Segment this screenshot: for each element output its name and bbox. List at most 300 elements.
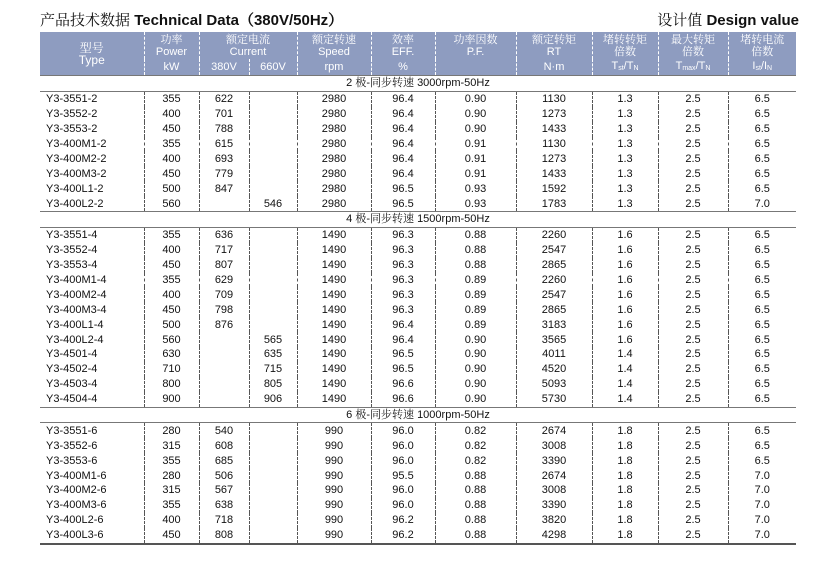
cell-speed: 2980 bbox=[297, 91, 371, 106]
cell-speed: 990 bbox=[297, 498, 371, 513]
cell-speed: 1490 bbox=[297, 243, 371, 258]
page-title bbox=[40, 9, 343, 30]
cell-eff: 96.4 bbox=[371, 137, 435, 152]
cell-rt: 4011 bbox=[516, 347, 592, 362]
cell-rt: 1783 bbox=[516, 196, 592, 211]
group-header-row bbox=[40, 212, 796, 228]
cell-ist: 7.0 bbox=[754, 514, 770, 527]
cell-current-380 bbox=[199, 347, 249, 362]
cell-speed: 1490 bbox=[297, 258, 371, 273]
cell-current-380: 540 bbox=[199, 423, 249, 438]
cell-power: 355 bbox=[144, 273, 199, 288]
cell-current-660 bbox=[249, 287, 297, 302]
cell-speed: 990 bbox=[297, 483, 371, 498]
cell-eff: 96.4 bbox=[371, 317, 435, 332]
cell-tmax: 2.5 bbox=[658, 273, 728, 288]
cell-current-660 bbox=[249, 258, 297, 273]
cell-model: Y3-400L2-4 bbox=[40, 332, 144, 347]
cell-eff: 96.4 bbox=[371, 91, 435, 106]
table-row bbox=[40, 483, 796, 498]
cell-speed: 2980 bbox=[297, 166, 371, 181]
cell-pf: 0.91 bbox=[435, 137, 516, 152]
cell-current-660 bbox=[249, 468, 297, 483]
cell-pf: 0.91 bbox=[435, 166, 516, 181]
cell-rt: 3390 bbox=[516, 498, 592, 513]
cell-model: Y3-4503-4 bbox=[40, 377, 144, 392]
cell-rt: 1130 bbox=[516, 137, 592, 152]
cell-power: 280 bbox=[144, 423, 199, 438]
table-row bbox=[40, 137, 796, 152]
design-value-label bbox=[657, 9, 799, 30]
cell-power: 355 bbox=[144, 453, 199, 468]
cell-model: Y3-400M1-6 bbox=[40, 468, 144, 483]
cell-current-660 bbox=[249, 243, 297, 258]
cell-rt: 1433 bbox=[516, 122, 592, 137]
cell-rt: 4298 bbox=[516, 528, 592, 544]
cell-current-380: 807 bbox=[199, 258, 249, 273]
cell-ist: 7.0 bbox=[754, 469, 770, 482]
cell-power: 400 bbox=[144, 107, 199, 122]
cell-current-380: 693 bbox=[199, 151, 249, 166]
unit-pf bbox=[435, 59, 516, 76]
cell-eff: 96.3 bbox=[371, 302, 435, 317]
cell-rt: 3820 bbox=[516, 513, 592, 528]
cell-rt: 1273 bbox=[516, 151, 592, 166]
cell-tmax: 2.5 bbox=[658, 91, 728, 106]
cell-current-660 bbox=[249, 453, 297, 468]
cell-model: Y3-3552-4 bbox=[40, 243, 144, 258]
cell-model: Y3-400M2-6 bbox=[40, 483, 144, 498]
cell-rt: 2260 bbox=[516, 273, 592, 288]
cell-speed: 990 bbox=[297, 513, 371, 528]
cell-power: 355 bbox=[144, 91, 199, 106]
cell-ist: 6.5 bbox=[754, 108, 770, 121]
cell-power: 400 bbox=[144, 151, 199, 166]
unit-tst: $T_{st}/T_N$ bbox=[592, 59, 658, 76]
unit-tmax: $T_{max}/T_N$ bbox=[658, 59, 728, 76]
cell-speed: 2980 bbox=[297, 196, 371, 211]
unit-current-660: 660V bbox=[249, 59, 297, 76]
unit-rt: N·m bbox=[516, 59, 592, 76]
cell-tst: 1.4 bbox=[592, 392, 658, 407]
cell-ist: 6.5 bbox=[754, 454, 770, 467]
cell-eff: 96.5 bbox=[371, 181, 435, 196]
cell-tst: 1.8 bbox=[592, 453, 658, 468]
cell-tst: 1.8 bbox=[592, 513, 658, 528]
unit-power: kW bbox=[144, 59, 199, 76]
cell-model: Y3-400L2-6 bbox=[40, 513, 144, 528]
cell-ist: 6.5 bbox=[754, 138, 770, 150]
cell-eff: 96.3 bbox=[371, 258, 435, 273]
col-tst-header: 堵转转矩 倍数 bbox=[592, 32, 658, 59]
cell-tst: 1.4 bbox=[592, 377, 658, 392]
cell-rt: 2260 bbox=[516, 227, 592, 242]
cell-current-660 bbox=[249, 438, 297, 453]
cell-eff: 96.3 bbox=[371, 243, 435, 258]
cell-ist: 6.5 bbox=[754, 378, 770, 391]
cell-model: Y3-400M1-2 bbox=[40, 137, 144, 152]
table-row bbox=[40, 91, 796, 106]
cell-ist: 6.5 bbox=[754, 288, 770, 301]
cell-rt: 4520 bbox=[516, 362, 592, 377]
table-row bbox=[40, 528, 796, 544]
title-en: Technical Data bbox=[134, 12, 239, 29]
cell-pf: 0.90 bbox=[435, 377, 516, 392]
technical-data-table bbox=[40, 32, 796, 545]
cell-current-380: 779 bbox=[199, 166, 249, 181]
cell-tmax: 2.5 bbox=[658, 137, 728, 152]
cell-eff: 96.5 bbox=[371, 362, 435, 377]
cell-current-380: 615 bbox=[199, 137, 249, 152]
cell-power: 355 bbox=[144, 227, 199, 242]
cell-current-380 bbox=[199, 392, 249, 407]
cell-tst: 1.3 bbox=[592, 196, 658, 211]
cell-current-380: 638 bbox=[199, 498, 249, 513]
cell-ist: 6.5 bbox=[754, 348, 770, 361]
cell-current-660 bbox=[249, 302, 297, 317]
cell-eff: 96.4 bbox=[371, 107, 435, 122]
table-row bbox=[40, 166, 796, 181]
table-row bbox=[40, 423, 796, 438]
cell-power: 400 bbox=[144, 243, 199, 258]
cell-current-380 bbox=[199, 377, 249, 392]
cell-ist: 6.5 bbox=[754, 93, 770, 106]
cell-eff: 96.4 bbox=[371, 151, 435, 166]
cell-current-380: 685 bbox=[199, 453, 249, 468]
table-row bbox=[40, 227, 796, 242]
cell-current-380: 629 bbox=[199, 273, 249, 288]
table-row bbox=[40, 332, 796, 347]
cell-rt: 2865 bbox=[516, 258, 592, 273]
cell-model: Y3-400M3-6 bbox=[40, 498, 144, 513]
cell-pf: 0.91 bbox=[435, 151, 516, 166]
cell-power: 450 bbox=[144, 528, 199, 544]
cell-pf: 0.88 bbox=[435, 498, 516, 513]
cell-tmax: 2.5 bbox=[658, 438, 728, 453]
cell-pf: 0.88 bbox=[435, 243, 516, 258]
cell-model: Y3-400M3-4 bbox=[40, 302, 144, 317]
cell-pf: 0.89 bbox=[435, 302, 516, 317]
cell-power: 450 bbox=[144, 122, 199, 137]
cell-current-380: 718 bbox=[199, 513, 249, 528]
cell-current-380: 608 bbox=[199, 438, 249, 453]
cell-eff: 96.4 bbox=[371, 166, 435, 181]
cell-ist: 6.5 bbox=[754, 152, 770, 165]
cell-rt: 2674 bbox=[516, 468, 592, 483]
cell-model: Y3-400M1-4 bbox=[40, 273, 144, 288]
cell-model: Y3-3552-2 bbox=[40, 107, 144, 122]
cell-current-660 bbox=[249, 273, 297, 288]
cell-rt: 3390 bbox=[516, 453, 592, 468]
cell-tmax: 2.5 bbox=[658, 332, 728, 347]
table-row bbox=[40, 453, 796, 468]
cell-current-660: 805 bbox=[249, 377, 297, 392]
cell-rt: 1592 bbox=[516, 181, 592, 196]
table-row bbox=[40, 347, 796, 362]
cell-eff: 96.3 bbox=[371, 287, 435, 302]
cell-speed: 990 bbox=[297, 438, 371, 453]
unit-ist: $I_{st}/I_N$ bbox=[728, 59, 796, 76]
cell-speed: 1490 bbox=[297, 287, 371, 302]
cell-model: Y3-400L3-6 bbox=[40, 528, 144, 544]
cell-tst: 1.3 bbox=[592, 166, 658, 181]
cell-current-380: 788 bbox=[199, 122, 249, 137]
cell-rt: 2865 bbox=[516, 302, 592, 317]
cell-power: 630 bbox=[144, 347, 199, 362]
cell-tst: 1.4 bbox=[592, 362, 658, 377]
cell-current-380: 709 bbox=[199, 287, 249, 302]
cell-ist: 6.5 bbox=[754, 229, 770, 242]
cell-eff: 96.5 bbox=[371, 347, 435, 362]
cell-eff: 96.4 bbox=[371, 122, 435, 137]
cell-current-660 bbox=[249, 181, 297, 196]
cell-eff: 96.0 bbox=[371, 498, 435, 513]
cell-power: 400 bbox=[144, 287, 199, 302]
unit-current-380: 380V bbox=[199, 59, 249, 76]
cell-tmax: 2.5 bbox=[658, 347, 728, 362]
cell-pf: 0.93 bbox=[435, 196, 516, 211]
cell-tmax: 2.5 bbox=[658, 166, 728, 181]
cell-pf: 0.90 bbox=[435, 362, 516, 377]
cell-tst: 1.8 bbox=[592, 498, 658, 513]
cell-eff: 96.0 bbox=[371, 453, 435, 468]
cell-ist: 6.5 bbox=[754, 333, 770, 346]
cell-current-380: 808 bbox=[199, 528, 249, 544]
group-label: 2 极-同步转速 3000rpm-50Hz bbox=[40, 76, 796, 92]
cell-speed: 1490 bbox=[297, 362, 371, 377]
unit-eff: % bbox=[371, 59, 435, 76]
cell-ist: 7.0 bbox=[754, 197, 770, 210]
cell-pf: 0.93 bbox=[435, 181, 516, 196]
table-row bbox=[40, 392, 796, 407]
cell-tst: 1.3 bbox=[592, 181, 658, 196]
cell-power: 500 bbox=[144, 181, 199, 196]
group-header-row bbox=[40, 76, 796, 92]
cell-pf: 0.90 bbox=[435, 332, 516, 347]
cell-eff: 96.3 bbox=[371, 273, 435, 288]
cell-pf: 0.82 bbox=[435, 453, 516, 468]
cell-power: 800 bbox=[144, 377, 199, 392]
cell-pf: 0.88 bbox=[435, 513, 516, 528]
cell-speed: 990 bbox=[297, 453, 371, 468]
cell-tmax: 2.5 bbox=[658, 258, 728, 273]
cell-speed: 2980 bbox=[297, 137, 371, 152]
cell-model: Y3-400L2-2 bbox=[40, 196, 144, 211]
cell-ist: 7.0 bbox=[754, 484, 770, 497]
cell-tmax: 2.5 bbox=[658, 227, 728, 242]
cell-current-660 bbox=[249, 91, 297, 106]
cell-rt: 1433 bbox=[516, 166, 592, 181]
col-power-header: 功率 Power bbox=[144, 32, 199, 59]
cell-tmax: 2.5 bbox=[658, 392, 728, 407]
group-label: 6 极-同步转速 1000rpm-50Hz bbox=[40, 407, 796, 423]
cell-power: 315 bbox=[144, 438, 199, 453]
cell-tst: 1.6 bbox=[592, 258, 658, 273]
cell-power: 400 bbox=[144, 513, 199, 528]
table-row bbox=[40, 377, 796, 392]
cell-current-660: 906 bbox=[249, 392, 297, 407]
cell-tmax: 2.5 bbox=[658, 317, 728, 332]
cell-current-380: 701 bbox=[199, 107, 249, 122]
table-row bbox=[40, 258, 796, 273]
cell-current-660 bbox=[249, 513, 297, 528]
table-row bbox=[40, 273, 796, 288]
cell-tmax: 2.5 bbox=[658, 483, 728, 498]
cell-speed: 990 bbox=[297, 423, 371, 438]
cell-current-660 bbox=[249, 227, 297, 242]
cell-power: 450 bbox=[144, 258, 199, 273]
cell-speed: 2980 bbox=[297, 151, 371, 166]
cell-power: 450 bbox=[144, 166, 199, 181]
cell-power: 355 bbox=[144, 137, 199, 152]
cell-ist: 6.5 bbox=[754, 244, 770, 257]
cell-ist: 6.5 bbox=[754, 393, 770, 406]
cell-rt: 1273 bbox=[516, 107, 592, 122]
cell-model: Y3-3551-2 bbox=[40, 91, 144, 106]
cell-current-660 bbox=[249, 423, 297, 438]
cell-current-380: 506 bbox=[199, 468, 249, 483]
cell-tmax: 2.5 bbox=[658, 243, 728, 258]
cell-pf: 0.90 bbox=[435, 392, 516, 407]
cell-pf: 0.82 bbox=[435, 438, 516, 453]
cell-model: Y3-3552-6 bbox=[40, 438, 144, 453]
cell-eff: 96.5 bbox=[371, 196, 435, 211]
cell-ist: 6.5 bbox=[754, 182, 770, 195]
title-condition: （380V/50Hz） bbox=[238, 12, 344, 29]
cell-pf: 0.90 bbox=[435, 347, 516, 362]
cell-ist: 6.5 bbox=[754, 303, 770, 316]
cell-tst: 1.3 bbox=[592, 151, 658, 166]
cell-current-660 bbox=[249, 528, 297, 544]
col-eff-header: 效率 EFF. bbox=[371, 32, 435, 59]
cell-current-660 bbox=[249, 317, 297, 332]
table-row bbox=[40, 122, 796, 137]
cell-model: Y3-400L1-2 bbox=[40, 181, 144, 196]
cell-model: Y3-400L1-4 bbox=[40, 317, 144, 332]
cell-speed: 2980 bbox=[297, 181, 371, 196]
cell-eff: 96.0 bbox=[371, 438, 435, 453]
cell-speed: 1490 bbox=[297, 377, 371, 392]
group-header-row bbox=[40, 407, 796, 423]
col-speed-header: 额定转速 Speed bbox=[297, 32, 371, 59]
cell-model: Y3-3553-2 bbox=[40, 122, 144, 137]
cell-tmax: 2.5 bbox=[658, 302, 728, 317]
cell-speed: 1490 bbox=[297, 332, 371, 347]
cell-model: Y3-400M2-2 bbox=[40, 151, 144, 166]
cell-rt: 1130 bbox=[516, 91, 592, 106]
cell-eff: 96.6 bbox=[371, 392, 435, 407]
cell-power: 560 bbox=[144, 196, 199, 211]
cell-tmax: 2.5 bbox=[658, 377, 728, 392]
cell-tst: 1.6 bbox=[592, 227, 658, 242]
cell-tmax: 2.5 bbox=[658, 362, 728, 377]
cell-speed: 1490 bbox=[297, 302, 371, 317]
col-type-header: 型号 Type bbox=[40, 32, 144, 76]
cell-tst: 1.6 bbox=[592, 302, 658, 317]
cell-current-660 bbox=[249, 498, 297, 513]
col-pf-header: 功率因数 P.F. bbox=[435, 32, 516, 59]
cell-current-380 bbox=[199, 332, 249, 347]
cell-tst: 1.3 bbox=[592, 107, 658, 122]
cell-current-660 bbox=[249, 137, 297, 152]
cell-current-380: 636 bbox=[199, 227, 249, 242]
cell-model: Y3-4504-4 bbox=[40, 392, 144, 407]
table-row bbox=[40, 181, 796, 196]
cell-speed: 990 bbox=[297, 528, 371, 544]
cell-current-380 bbox=[199, 362, 249, 377]
cell-ist: 6.5 bbox=[754, 259, 770, 272]
table-body bbox=[40, 76, 796, 544]
cell-tst: 1.8 bbox=[592, 483, 658, 498]
cell-speed: 1490 bbox=[297, 273, 371, 288]
cell-eff: 96.0 bbox=[371, 483, 435, 498]
cell-ist: 7.0 bbox=[728, 528, 796, 544]
cell-tst: 1.6 bbox=[592, 243, 658, 258]
table-row bbox=[40, 468, 796, 483]
col-rt-header: 额定转矩 RT bbox=[516, 32, 592, 59]
cell-eff: 96.0 bbox=[371, 423, 435, 438]
cell-rt: 2674 bbox=[516, 423, 592, 438]
design-value-cn: 设计值 bbox=[657, 12, 703, 29]
cell-tmax: 2.5 bbox=[658, 181, 728, 196]
cell-ist: 7.0 bbox=[754, 499, 770, 512]
cell-power: 280 bbox=[144, 468, 199, 483]
unit-speed: rpm bbox=[297, 59, 371, 76]
cell-tmax: 2.5 bbox=[658, 498, 728, 513]
cell-current-380 bbox=[199, 196, 249, 211]
cell-tmax: 2.5 bbox=[658, 196, 728, 211]
cell-tst: 1.8 bbox=[592, 438, 658, 453]
cell-model: Y3-400M3-2 bbox=[40, 166, 144, 181]
cell-eff: 96.2 bbox=[371, 528, 435, 544]
cell-pf: 0.82 bbox=[435, 423, 516, 438]
cell-power: 710 bbox=[144, 362, 199, 377]
cell-model: Y3-4502-4 bbox=[40, 362, 144, 377]
cell-current-380: 622 bbox=[199, 91, 249, 106]
cell-tst: 1.6 bbox=[592, 273, 658, 288]
cell-speed: 2980 bbox=[297, 122, 371, 137]
cell-tst: 1.3 bbox=[592, 137, 658, 152]
cell-ist: 6.5 bbox=[754, 439, 770, 452]
table-row bbox=[40, 362, 796, 377]
col-tmax-header: 最大转矩 倍数 bbox=[658, 32, 728, 59]
cell-current-380: 847 bbox=[199, 181, 249, 196]
cell-current-660 bbox=[249, 122, 297, 137]
cell-pf: 0.88 bbox=[435, 528, 516, 544]
cell-tst: 1.6 bbox=[592, 332, 658, 347]
cell-power: 355 bbox=[144, 498, 199, 513]
cell-current-660: 635 bbox=[249, 347, 297, 362]
cell-rt: 2547 bbox=[516, 287, 592, 302]
col-current-header: 额定电流 Current bbox=[199, 32, 297, 59]
cell-pf: 0.88 bbox=[435, 483, 516, 498]
design-value-en: Design value bbox=[706, 12, 799, 29]
table-row bbox=[40, 438, 796, 453]
cell-power: 450 bbox=[144, 302, 199, 317]
cell-rt: 3008 bbox=[516, 483, 592, 498]
cell-tmax: 2.5 bbox=[658, 107, 728, 122]
cell-tst: 1.6 bbox=[592, 317, 658, 332]
table-row bbox=[40, 196, 796, 211]
header-row-units bbox=[40, 59, 796, 76]
cell-rt: 3183 bbox=[516, 317, 592, 332]
cell-pf: 0.89 bbox=[435, 287, 516, 302]
table-row bbox=[40, 302, 796, 317]
cell-eff: 96.3 bbox=[371, 227, 435, 242]
cell-current-660: 715 bbox=[249, 362, 297, 377]
cell-model: Y3-3553-4 bbox=[40, 258, 144, 273]
cell-current-380: 567 bbox=[199, 483, 249, 498]
